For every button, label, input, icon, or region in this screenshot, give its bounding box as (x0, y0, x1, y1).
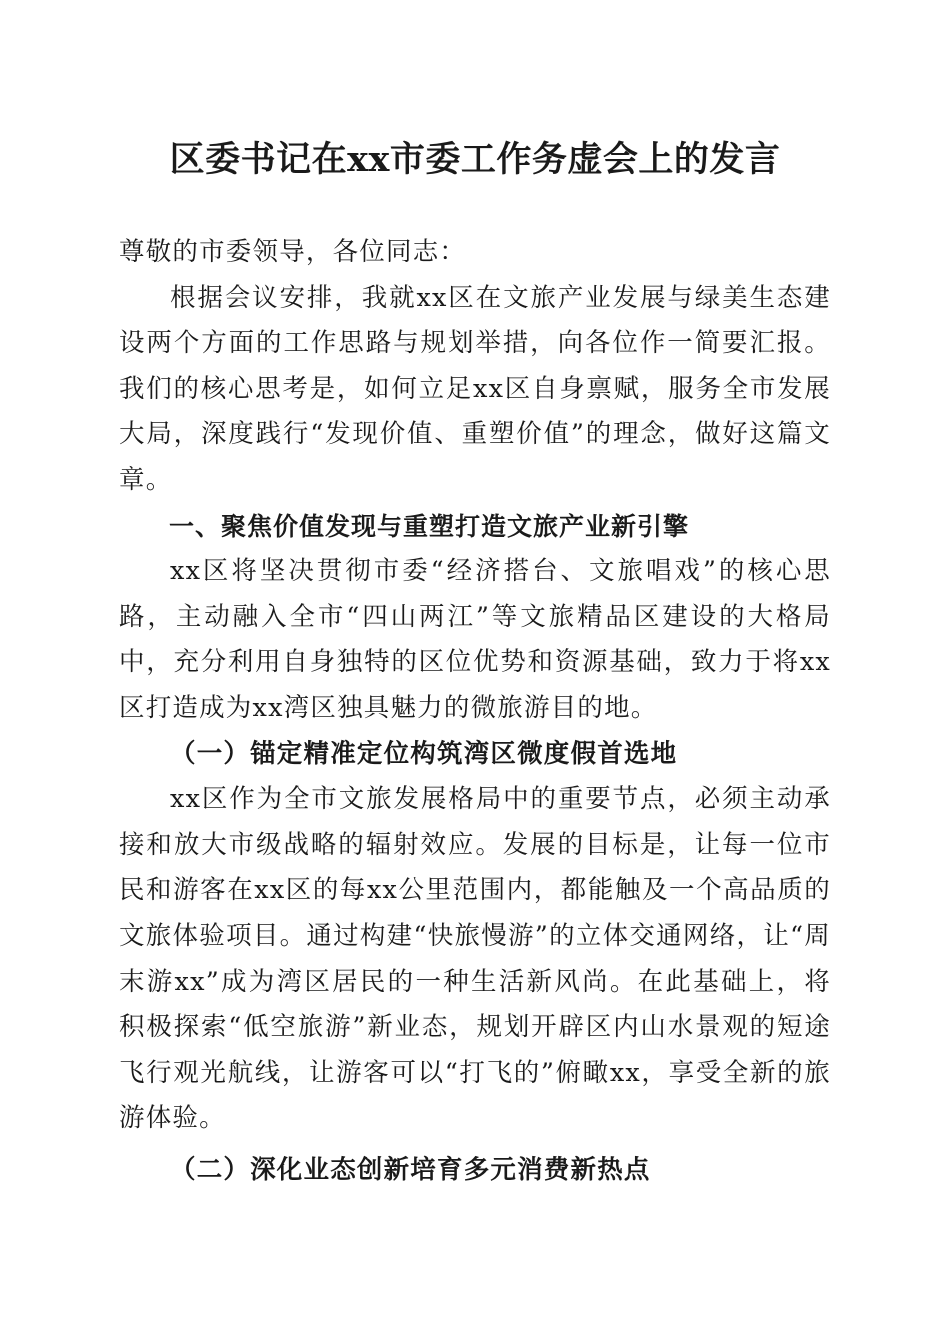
subsection-1-heading: （一）锚定精准定位构筑湾区微度假首选地 (170, 738, 678, 769)
document-title: 区委书记在xx市委工作务虚会上的发言 (169, 139, 781, 180)
salutation: 尊敬的市委领导，各位同志： (119, 237, 467, 267)
subsection-2-heading: （二）深化业态创新培育多元消费新热点 (170, 1154, 651, 1185)
intro-paragraph: 根据会议安排，我就xx区在文旅产业发展与绿美生态建设两个方面的工作思路与规划举措，向各位作一简要汇报。我们的核心思考是，如何立足xx区自身禀赋，服务全市发展大局，深度践行“发现价值、重塑价值”的理念，做好这篇文章。 (119, 282, 831, 495)
section-1-heading: 一、聚焦价值发现与重塑打造文旅产业新引擎 (169, 511, 690, 541)
document-body (119, 230, 831, 1193)
subsection-1-paragraph: xx区作为全市文旅发展格局中的重要节点，必须主动承接和放大市级战略的辐射效应。发展的目标是，让每一位市民和游客在xx区的每xx公里范围内，都能触及一个高品质的文旅体验项目。通过构建“快旅慢游”的立体交通网络，让“周末游xx”成为湾区居民的一种生活新风尚。在此基础上，将积极探索“低空旅游”新业态，规划开辟区内山水景观的短途飞行观光航线，让游客可以“打飞的”俯瞰xx，享受全新的旅游体验。 (119, 784, 831, 1134)
section-1-paragraph: xx区将坚决贯彻市委“经济搭台、文旅唱戏”的核心思路，主动融入全市“四山两江”等文旅精品区建设的大格局中，充分利用自身独特的区位优势和资源基础，致力于将xx区打造成为xx湾区独具魅力的微旅游目的地。 (119, 556, 831, 723)
